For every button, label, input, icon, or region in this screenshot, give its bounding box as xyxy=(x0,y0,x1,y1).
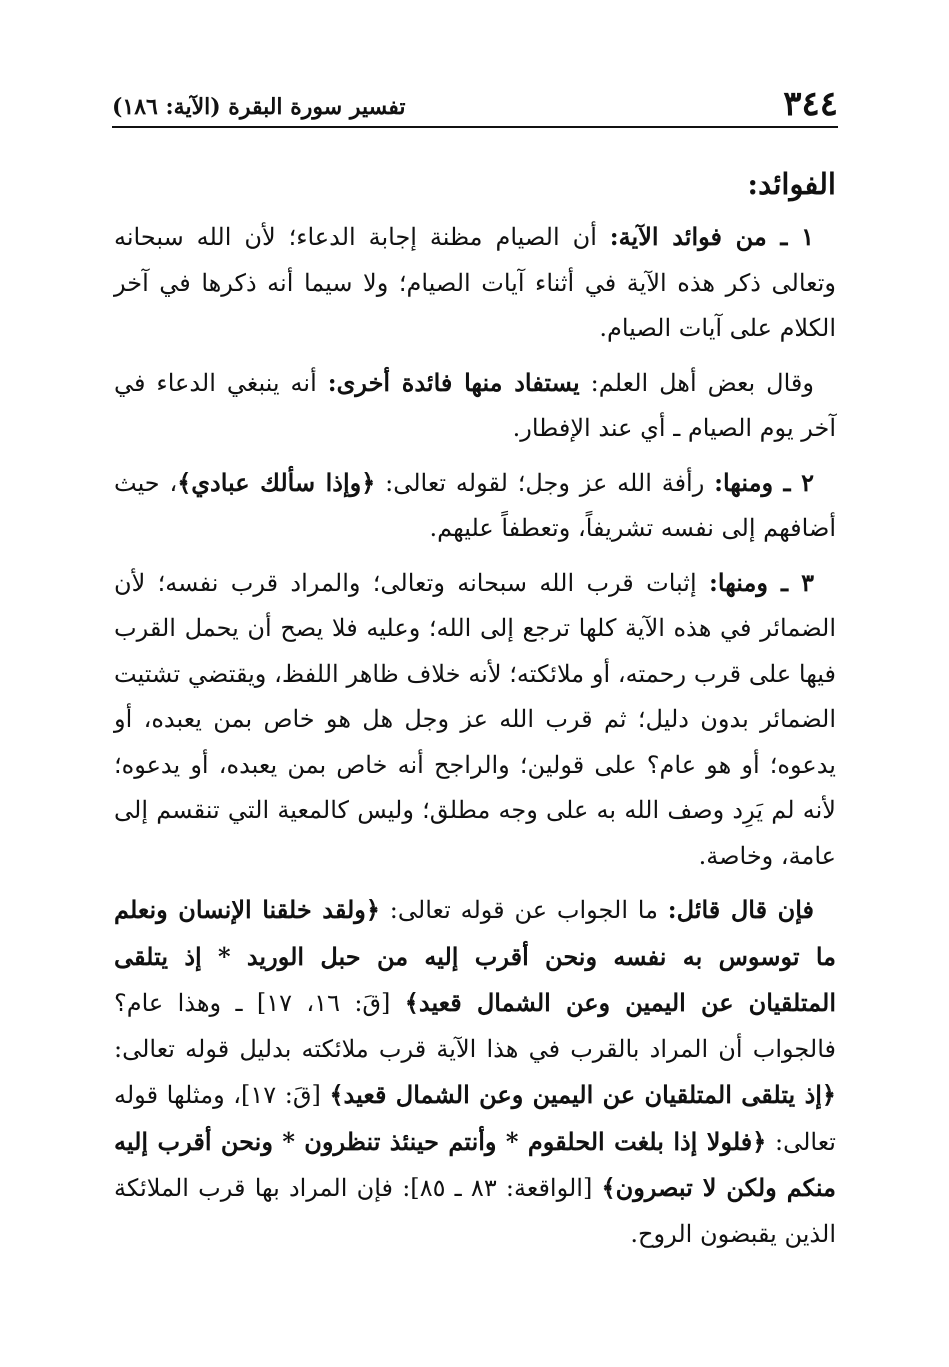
paragraph-5 xyxy=(114,887,836,1257)
running-title: تفسير سورة البقرة (الآية: ١٨٦) xyxy=(112,94,406,120)
paragraph-1-text: أن الصيام مظنة إجابة الدعاء؛ لأن الله سبحانه وتعالى ذكر هذه الآية في أثناء آيات الصيام؛ ولا سيما أنه ذكرها في آخر الكلام على آيات الصيام. xyxy=(114,223,836,342)
paragraph-2-bold: يستفاد منها فائدة أخرى: xyxy=(327,367,580,397)
paragraph-2 xyxy=(114,360,836,452)
page-body xyxy=(114,162,836,1265)
paragraph-1-lead: ١ ـ من فوائد الآية: xyxy=(609,222,814,251)
paragraph-3 xyxy=(114,460,836,552)
paragraph-3-text: ، حيث أضافهم إلى نفسه تشريفاً، وتعطفاً عليهم. xyxy=(114,468,836,542)
verse-reference: [قَ: ١٦، ١٧] ـ وهذا عام؟ فالجواب أن المراد بالقرب في هذا الآية قرب ملائكته بدليل قوله تعالى: xyxy=(114,989,836,1063)
quran-quote: ﴿وإذا سألك عبادي﴾ xyxy=(177,467,376,497)
paragraph-4-lead: ٣ ـ ومنها: xyxy=(708,567,814,597)
paragraph-5-lead: فإن قال قائل: xyxy=(667,895,814,924)
quran-quote: ﴿إذ يتلقى المتلقيان عن اليمين وعن الشمال قعيد﴾ xyxy=(329,1080,836,1109)
paragraph-4 xyxy=(114,560,836,880)
verse-reference: [قَ: ١٧]، ومثلها قوله تعالى: xyxy=(114,1081,836,1156)
paragraph-5-text: [الواقعة: ٨٣ ـ ٨٥]: فإن المراد بها قرب الملائكة الذين يقبضون الروح. xyxy=(114,1174,836,1248)
section-heading: الفوائد: xyxy=(747,167,836,201)
paragraph-3-pre: رأفة الله عز وجل؛ لقوله تعالى: xyxy=(375,468,715,497)
quran-quote: ﴿ولقد خلقنا الإنسان ونعلم ما توسوس به نفسه ونحن أقرب إليه من حبل الوريد * إذ يتلقى المتلقيان عن اليمين وعن الشمال قعيد﴾ xyxy=(114,895,836,1017)
paragraph-4-text: إثبات قرب الله سبحانه وتعالى؛ والمراد قرب نفسه؛ لأن الضمائر في هذه الآية كلها ترجع إلى الله؛ وعليه فلا يصح أن يحمل القرب فيها على قرب رحمته، أو ملائكته؛ لأنه خلاف ظاهر اللفظ، ويقتضي تشتيت الضمائر بدون دليل؛ ثم قرب الله عز وجل هل هو خاص بمن يعبده، أو يدعوه؛ أو هو عام؟ على قولين؛ والراجح أنه خاص بمن يعبده، أو يدعوه؛ لأنه لم يَرِد وصف الله به على وجه مطلق؛ وليس كالمعية التي تنقسم إلى عامة، وخاصة. xyxy=(114,568,836,870)
paragraph-5-pre: ما الجواب عن قوله تعالى: xyxy=(379,896,668,924)
paragraph-2-text: أنه ينبغي الدعاء في آخر يوم الصيام ـ أي عند الإفطار. xyxy=(114,368,836,442)
running-header xyxy=(112,82,838,128)
paragraph-2-pre: وقال بعض أهل العلم: xyxy=(579,368,814,397)
page-number: ٣٤٤ xyxy=(783,84,838,124)
paragraph-3-lead: ٢ ـ ومنها: xyxy=(714,467,815,497)
paragraph-1 xyxy=(114,214,836,352)
quran-quote: ﴿فلولا إذا بلغت الحلقوم * وأنتم حينئذ تنظرون * ونحن أقرب إليه منكم ولكن لا تبصرون﴾ xyxy=(114,1126,837,1202)
